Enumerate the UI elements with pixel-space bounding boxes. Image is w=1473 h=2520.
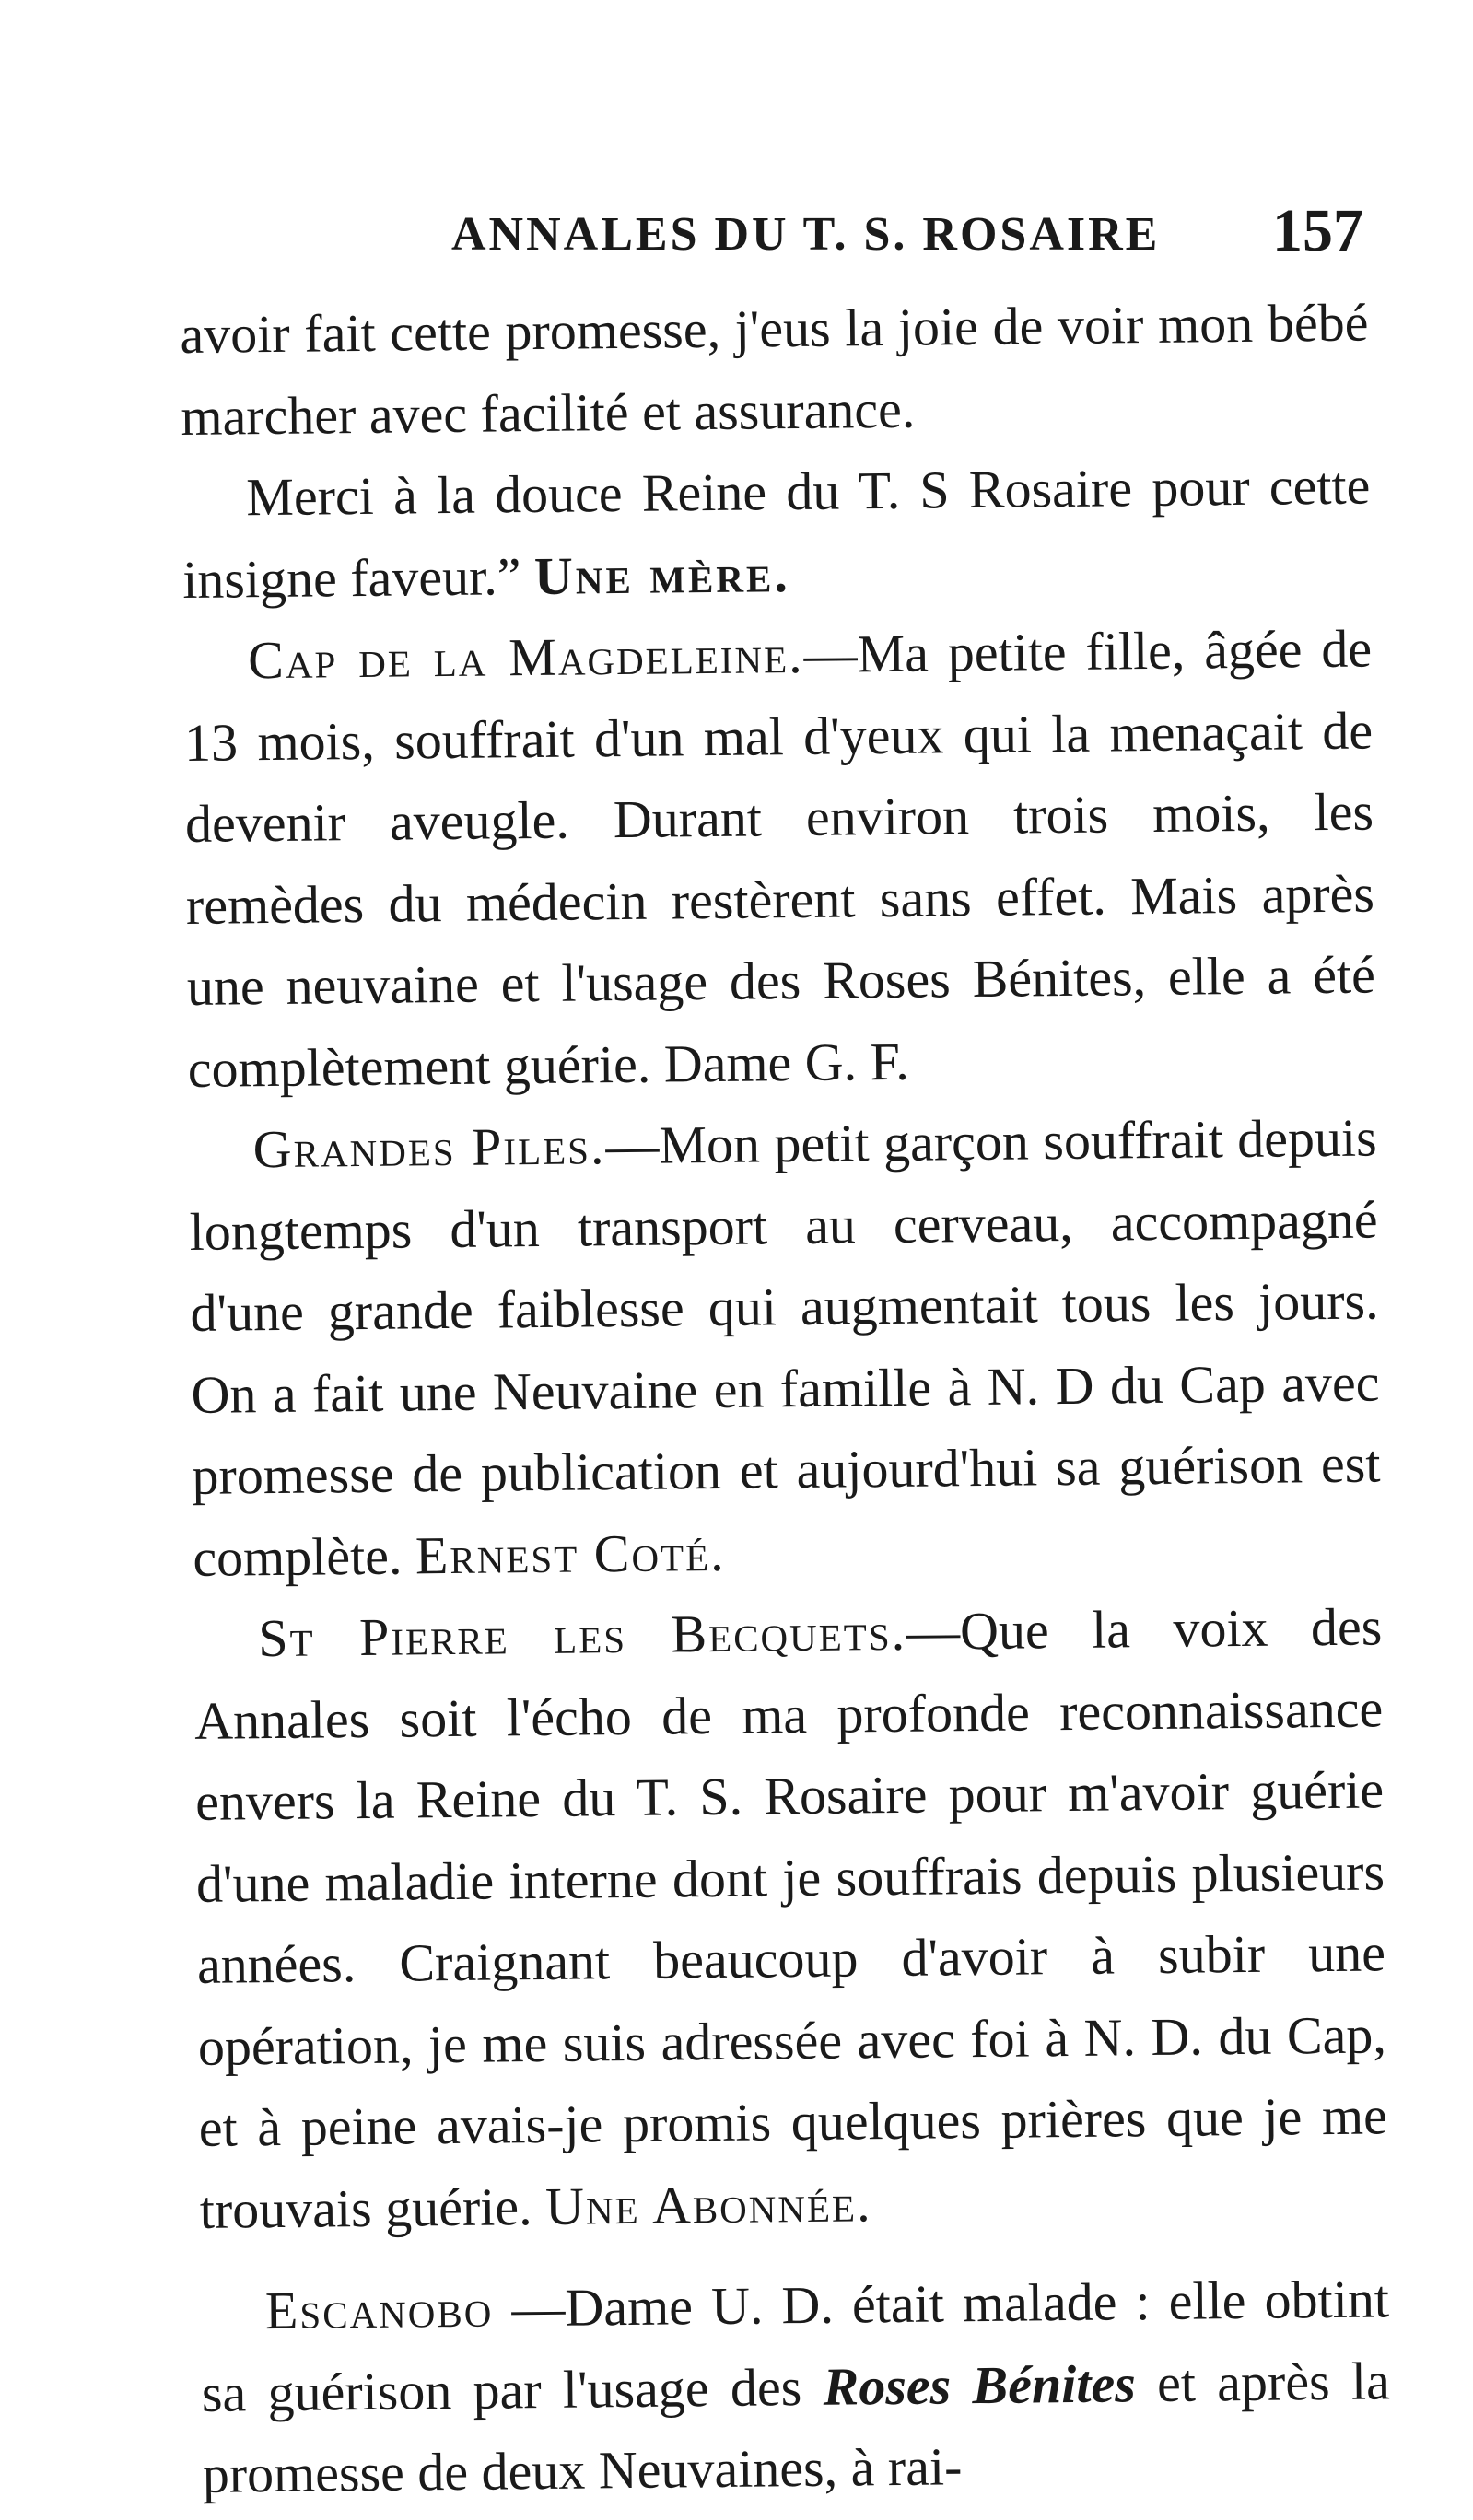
continued-text: avoir fait cette promesse, j'eus la joie de voir mon bébé marcher avec facilité et assurance.: [180, 292, 1369, 447]
testimony-text-continued: et après la promesse de deux Neuvaines, à rai-: [202, 2350, 1391, 2504]
testimony-cap-de-la-magdeleine: [183, 608, 1376, 1109]
signature: Ernest Coté.: [415, 1522, 726, 1585]
running-title: ANNALES DU T. S. ROSAIRE: [451, 208, 1161, 261]
testimony-text: —Que la voix des Annales soit l'écho de ma profonde reconnaissance envers la Reine du T. S. Rosaire pour m'avoir guérie d'une maladie interne dont je souffrais depuis plusieurs années. Craignant beaucoup d'avoir à subir une opération, je me suis adressée avec foi à N. D. du Cap, et à peine avais-je promis quelques prières que je me trouvais guérie.: [193, 1596, 1388, 2240]
testimony-st-pierre-les-becquets: [193, 1586, 1388, 2250]
testimony-escanobo: [200, 2258, 1391, 2515]
place-name: St Pierre les Becquets.: [257, 1601, 907, 1669]
testimony-grandes-piles: [188, 1097, 1381, 1598]
place-name: Grandes Piles.: [252, 1115, 606, 1180]
thanks-paragraph: [181, 445, 1372, 620]
page-number: 157: [1272, 197, 1363, 264]
italic-term: Roses Bénites: [823, 2352, 1137, 2417]
testimony-text: —Ma petite fille, âgée de 13 mois, souffrait d'un mal d'yeux qui la menaçait de devenir aveugle. Durant environ trois mois, les remèdes du médecin restèrent sans effet. Mais après une neuvaine et l'usage des Roses Bénites, elle a été complètement guérie.: [183, 618, 1376, 1099]
place-name: Escanobo: [264, 2278, 494, 2341]
signature: Une mère.: [533, 542, 791, 606]
testimony-text: —Mon petit garçon souffrait depuis longtemps d'un transport au cerveau, accompagné d'une grande faiblesse qui augmentait tous les jours. On a fait une Neuvaine en famille à N. D du Cap avec promesse de publication et aujourd'hui sa guérison est complète.: [189, 1107, 1381, 1588]
thanks-text: Merci à la douce Reine du T. S Rosaire pour cette insigne faveur.”: [181, 455, 1371, 610]
signature: Dame G. F.: [663, 1031, 910, 1094]
signature: Une Abonnée.: [544, 2172, 872, 2236]
place-name: Cap de la Magdeleine.: [247, 624, 804, 691]
page-body: [180, 282, 1391, 2515]
page-header: [175, 197, 1363, 281]
testimony-text: —Dame U. D. était malade : elle obtint sa guérison par l'usage des: [201, 2269, 1390, 2423]
continued-paragraph: [180, 282, 1370, 457]
